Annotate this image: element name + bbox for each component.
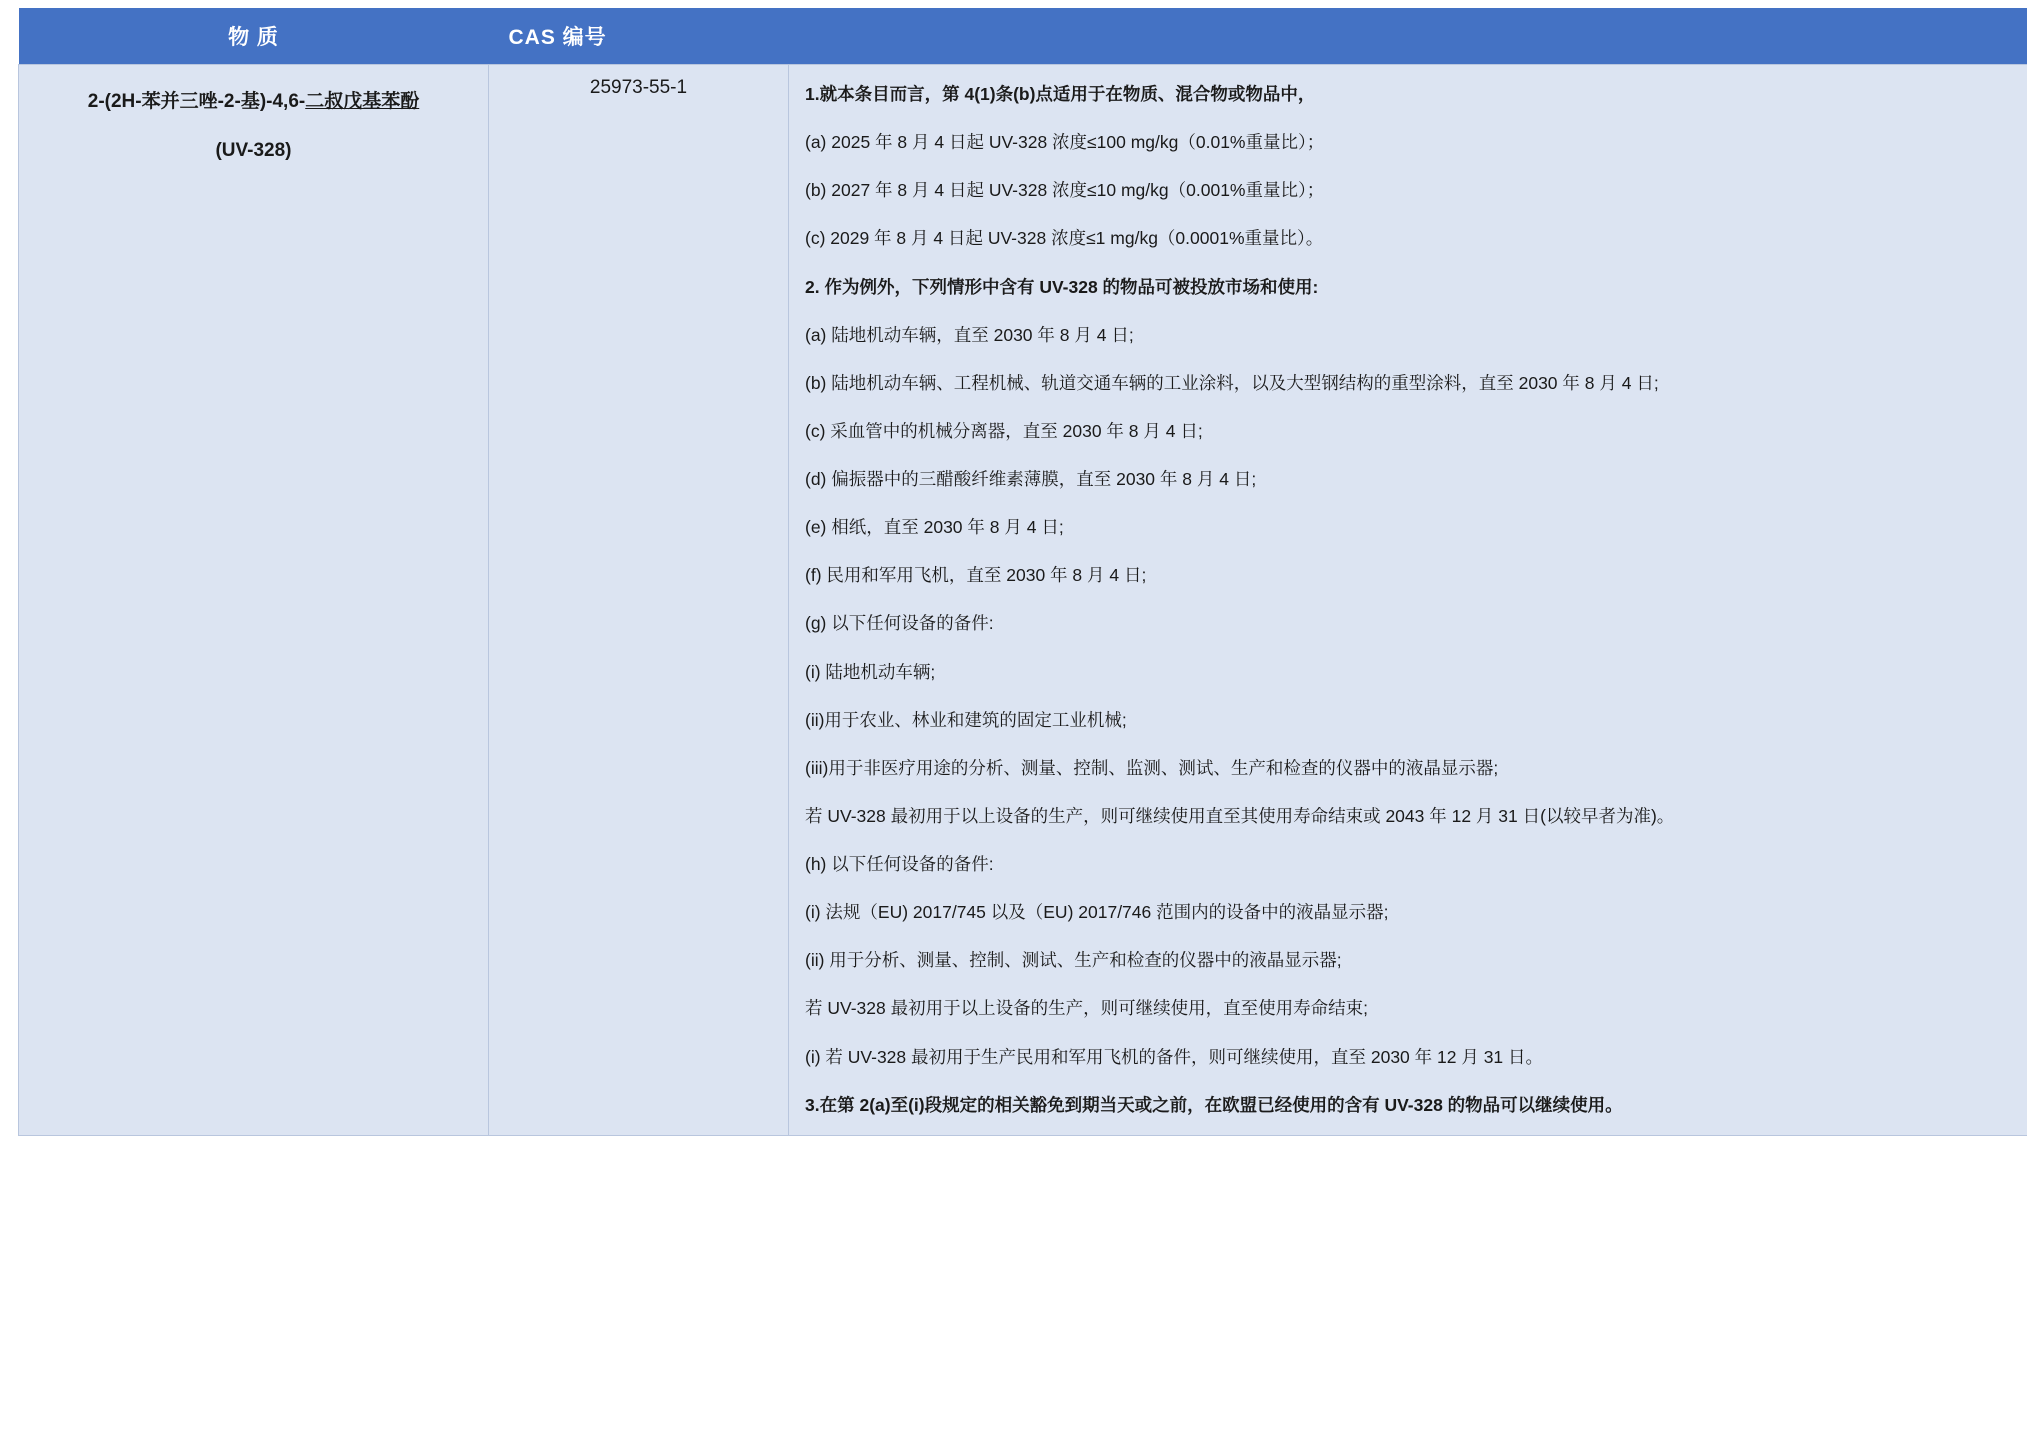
condition-paragraph: (b) 陆地机动车辆、工程机械、轨道交通车辆的工业涂料，以及大型钢结构的重型涂料，直至 2030 年 8 月 4 日; <box>805 372 1659 393</box>
condition-paragraph: (d) 偏振器中的三醋酸纤维素薄膜，直至 2030 年 8 月 4 日; <box>805 469 1257 489</box>
condition-paragraph: (i) 法规（EU) 2017/745 以及（EU) 2017/746 范围内的设备中的液晶显示器; <box>805 902 1389 923</box>
table-header <box>19 8 2027 65</box>
condition-paragraph: 1.就本条目而言，第 4(1)条(b)点适用于在物质、混合物或物品中， <box>805 84 1316 104</box>
restriction-table <box>18 8 2027 1136</box>
table-body <box>19 65 2027 1136</box>
column-header-substance: 物 质 <box>19 8 489 65</box>
condition-paragraph: (i) 陆地机动车辆; <box>805 661 936 682</box>
table-row <box>19 65 2027 1136</box>
cell-conditions <box>789 65 2027 1136</box>
table-header-row <box>19 8 2027 65</box>
condition-paragraph: (a) 陆地机动车辆，直至 2030 年 8 月 4 日; <box>805 324 1134 345</box>
condition-paragraph: (h) 以下任何设备的备件: <box>805 854 994 874</box>
condition-paragraph: (i) 若 UV-328 最初用于生产民用和军用飞机的备件，则可继续使用，直至 2030 年 12 月 31 日。 <box>805 1046 1544 1067</box>
condition-paragraph: (ii) 用于分析、测量、控制、测试、生产和检查的仪器中的液晶显示器; <box>805 950 1342 971</box>
condition-paragraph: (iii)用于非医疗用途的分析、测量、控制、监测、测试、生产和检查的仪器中的液晶显示器; <box>805 757 1499 778</box>
condition-paragraph: (e) 相纸，直至 2030 年 8 月 4 日; <box>805 517 1064 538</box>
cell-substance <box>19 65 489 1136</box>
condition-paragraph: (a) 2025 年 8 月 4 日起 UV-328 浓度≤100 mg/kg（0.01%重量比）； <box>805 132 1325 153</box>
condition-paragraph: (g) 以下任何设备的备件: <box>805 613 994 634</box>
condition-paragraph: 2. 作为例外，下列情形中含有 UV-328 的物品可被投放市场和使用: <box>805 276 1319 297</box>
substance-name: 2-(2H-苯并三唑-2-基)-4,6-二叔戊基苯酚 <box>87 91 420 112</box>
condition-paragraph: 若 UV-328 最初用于以上设备的生产，则可继续使用，直至使用寿命结束; <box>805 998 1368 1019</box>
substance-code: (UV-328) <box>215 140 292 162</box>
condition-paragraph: (b) 2027 年 8 月 4 日起 UV-328 浓度≤10 mg/kg（0.001%重量比）； <box>805 180 1325 201</box>
condition-paragraph: (f) 民用和军用飞机，直至 2030 年 8 月 4 日; <box>805 565 1147 586</box>
cell-cas-number: 25973-55-1 <box>489 65 789 1136</box>
condition-paragraph: (c) 采血管中的机械分离器，直至 2030 年 8 月 4 日; <box>805 420 1203 441</box>
condition-paragraph: (ii)用于农业、林业和建筑的固定工业机械; <box>805 709 1127 730</box>
condition-paragraph: 若 UV-328 最初用于以上设备的生产，则可继续使用直至其使用寿命结束或 2043 年 12 月 31 日(以较早者为准)。 <box>805 805 1675 826</box>
condition-paragraph: (c) 2029 年 8 月 4 日起 UV-328 浓度≤1 mg/kg（0.0001%重量比）。 <box>805 228 1324 249</box>
column-header-conditions <box>789 8 2027 65</box>
column-header-cas: CAS 编号 <box>489 8 789 65</box>
condition-paragraph: 3.在第 2(a)至(i)段规定的相关豁免到期当天或之前，在欧盟已经使用的含有 UV-328 的物品可以继续使用。 <box>805 1094 1623 1115</box>
